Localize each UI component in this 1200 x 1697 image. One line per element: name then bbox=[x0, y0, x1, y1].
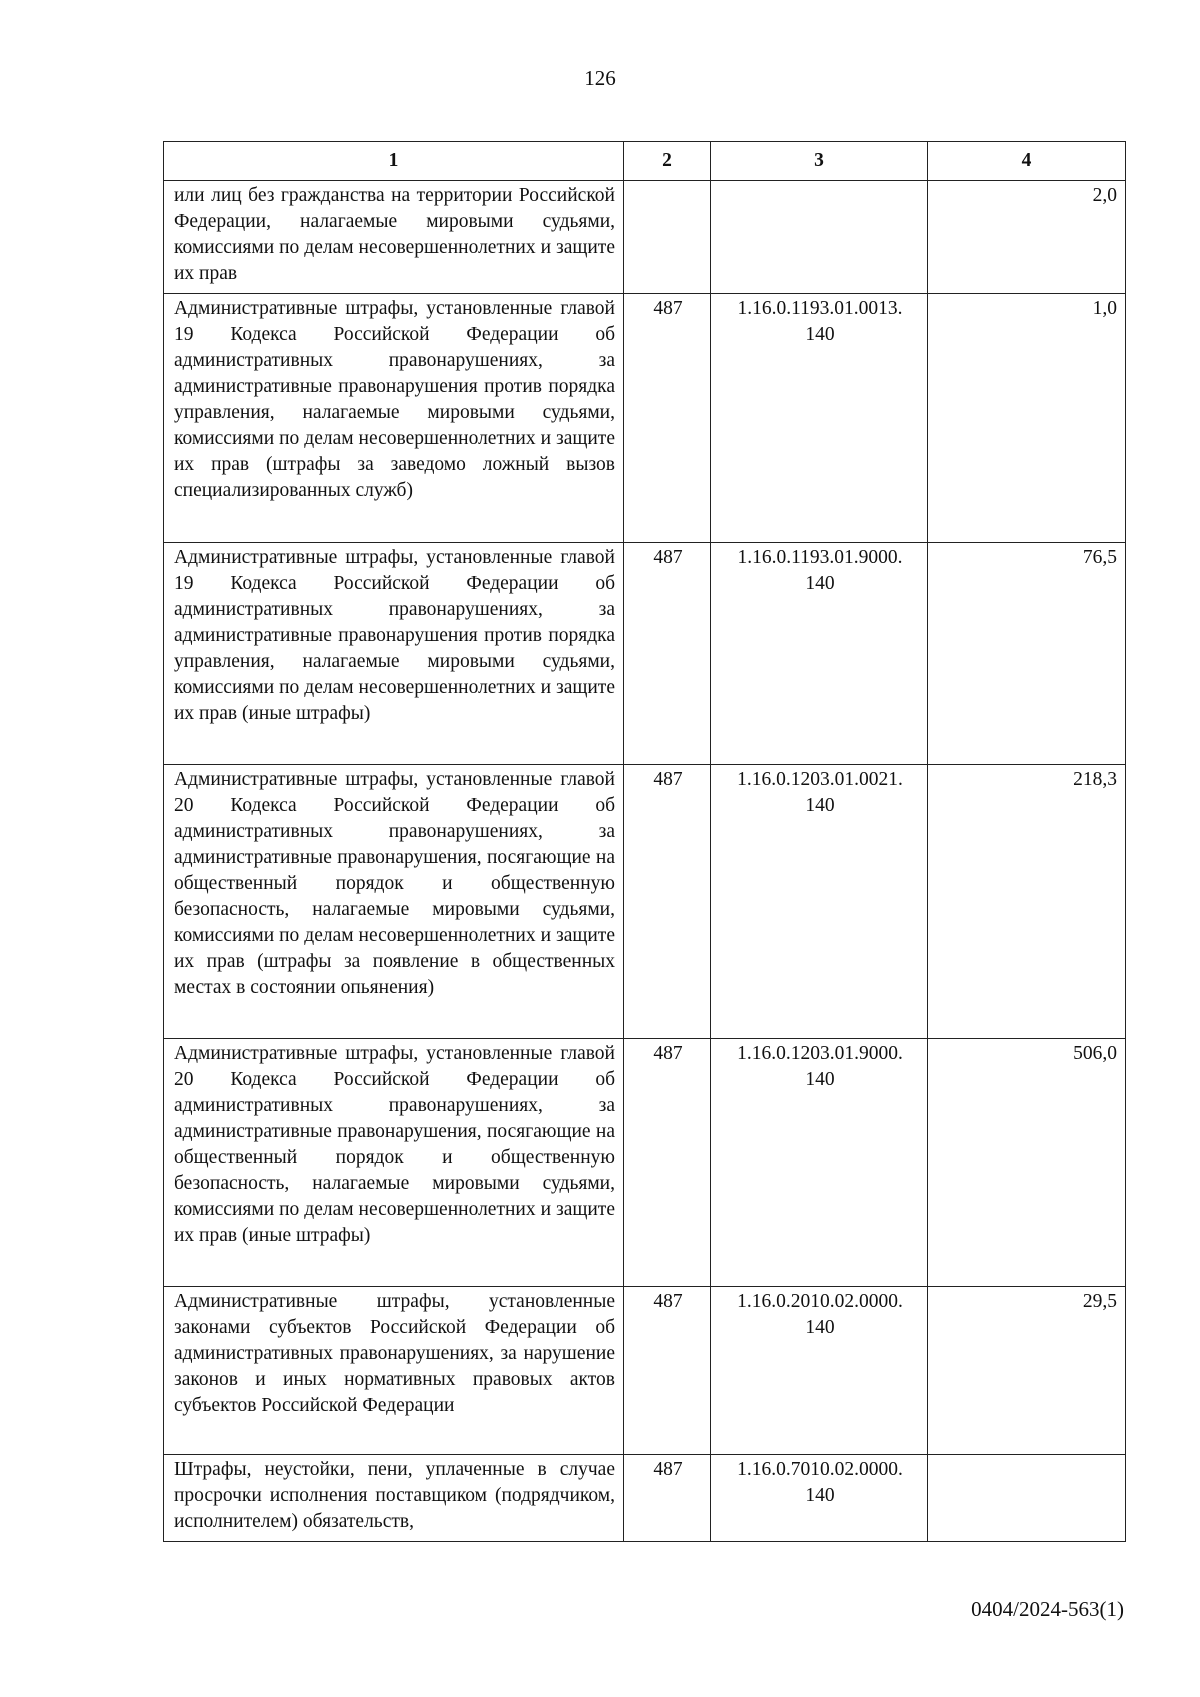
header-col-4: 4 bbox=[928, 142, 1126, 181]
row-budget-code: 1.16.0.7010.02.0000. 140 bbox=[711, 1455, 928, 1542]
row-budget-code: 1.16.0.1203.01.0021. 140 bbox=[711, 765, 928, 1039]
table-row bbox=[164, 543, 1126, 765]
row-amount: 29,5 bbox=[928, 1287, 1126, 1455]
row-description: Административные штрафы, установленные главой 20 Кодекса Российской Федерации об административных правонарушениях, за административные правонарушения, посягающие на общественный порядок и общественную безопасность, налагаемые мировыми судьями, комиссиями по делам несовершеннолетних и защите их прав (иные штрафы) bbox=[164, 1039, 624, 1287]
row-amount: 2,0 bbox=[928, 181, 1126, 294]
row-description: или лиц без гражданства на территории Российской Федерации, налагаемые мировыми судьями, комиссиями по делам несовершеннолетних и защите их прав bbox=[164, 181, 624, 294]
table-row bbox=[164, 1455, 1126, 1542]
table-row bbox=[164, 294, 1126, 543]
row-amount: 1,0 bbox=[928, 294, 1126, 543]
row-admin-code: 487 bbox=[624, 1455, 711, 1542]
row-description: Штрафы, неустойки, пени, уплаченные в случае просрочки исполнения поставщиком (подрядчиком, исполнителем) обязательств, bbox=[164, 1455, 624, 1542]
document-id: 0404/2024-563(1) bbox=[971, 1597, 1124, 1621]
page-number: 126 bbox=[584, 66, 616, 90]
header-row bbox=[164, 142, 1126, 181]
row-amount bbox=[928, 1455, 1126, 1542]
row-budget-code: 1.16.0.2010.02.0000. 140 bbox=[711, 1287, 928, 1455]
table-header bbox=[164, 142, 1126, 181]
table-row bbox=[164, 1287, 1126, 1455]
header-col-2: 2 bbox=[624, 142, 711, 181]
row-admin-code: 487 bbox=[624, 294, 711, 543]
row-admin-code: 487 bbox=[624, 765, 711, 1039]
row-description: Административные штрафы, установленные главой 19 Кодекса Российской Федерации об административных правонарушениях, за административные правонарушения против порядка управления, налагаемые мировыми судьями, комиссиями по делам несовершеннолетних и защите их прав (иные штрафы) bbox=[164, 543, 624, 765]
budget-table bbox=[163, 141, 1126, 1542]
row-admin-code: 487 bbox=[624, 543, 711, 765]
row-budget-code: 1.16.0.1203.01.9000. 140 bbox=[711, 1039, 928, 1287]
row-description: Административные штрафы, установленные главой 19 Кодекса Российской Федерации об административных правонарушениях, за административные правонарушения против порядка управления, налагаемые мировыми судьями, комиссиями по делам несовершеннолетних и защите их прав (штрафы за заведомо ложный вызов специализированных служб) bbox=[164, 294, 624, 543]
table-row bbox=[164, 181, 1126, 294]
row-amount: 76,5 bbox=[928, 543, 1126, 765]
row-description: Административные штрафы, установленные главой 20 Кодекса Российской Федерации об административных правонарушениях, за административные правонарушения, посягающие на общественный порядок и общественную безопасность, налагаемые мировыми судьями, комиссиями по делам несовершеннолетних и защите их прав (штрафы за появление в общественных местах в состоянии опьянения) bbox=[164, 765, 624, 1039]
header-col-3: 3 bbox=[711, 142, 928, 181]
row-admin-code: 487 bbox=[624, 1039, 711, 1287]
row-budget-code: 1.16.0.1193.01.0013. 140 bbox=[711, 294, 928, 543]
row-admin-code bbox=[624, 181, 711, 294]
row-amount: 506,0 bbox=[928, 1039, 1126, 1287]
table-body bbox=[164, 181, 1126, 1542]
header-col-1: 1 bbox=[164, 142, 624, 181]
row-budget-code: 1.16.0.1193.01.9000. 140 bbox=[711, 543, 928, 765]
row-amount: 218,3 bbox=[928, 765, 1126, 1039]
table-row bbox=[164, 765, 1126, 1039]
row-description: Административные штрафы, установленные законами субъектов Российской Федерации об административных правонарушениях, за нарушение законов и иных нормативных правовых актов субъектов Российской Федерации bbox=[164, 1287, 624, 1455]
row-admin-code: 487 bbox=[624, 1287, 711, 1455]
table-row bbox=[164, 1039, 1126, 1287]
row-budget-code bbox=[711, 181, 928, 294]
